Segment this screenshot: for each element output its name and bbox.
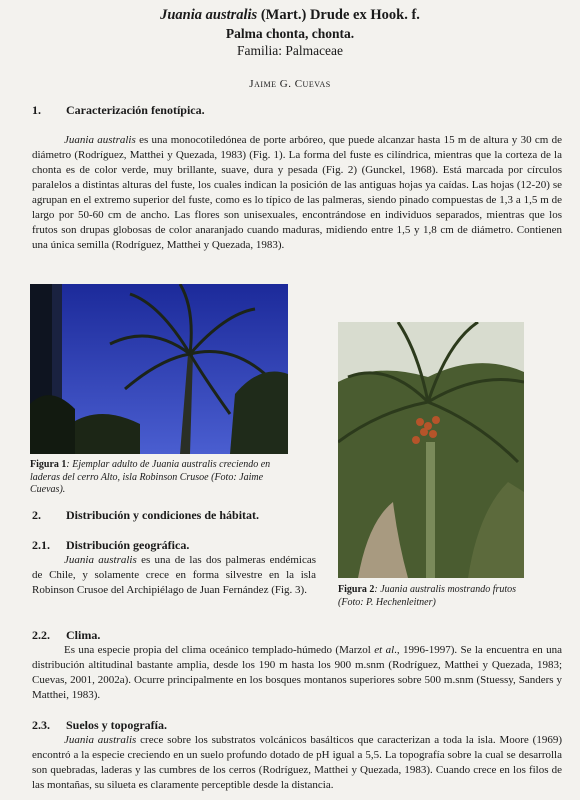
section-1-paragraph <box>32 133 562 253</box>
et-al: et al <box>374 644 395 656</box>
title-species: Juania australis <box>160 7 258 23</box>
author-name: Jaime G. Cuevas <box>249 78 331 90</box>
species-name-2-1: Juania australis <box>64 554 137 566</box>
section-2-title: Distribución y condiciones de hábitat. <box>66 508 260 522</box>
subsection-2-2-text-b: ., 1996-1997). Se la encuentra en una distribución altitudinal bastante amplia, desde los 190 m hasta los 900 m.snm (Rodríguez, Matthei y Quezada, 1983; Cuevas, 2001, 2002a). Ocurre principalmente en los bosques montanos superiores sobre 500 m.snm (Stuessy, Sanders y Matthei, 1983). <box>32 644 562 701</box>
species-name: Juania australis <box>64 134 136 146</box>
subsection-2-3-heading <box>32 718 167 733</box>
figure-2-caption <box>338 584 538 609</box>
author-line <box>0 78 580 90</box>
subsection-2-1-paragraph <box>32 553 316 598</box>
subsection-2-3-title: Suelos y topografía. <box>66 718 168 732</box>
title-block <box>0 6 580 59</box>
figure-2-label: Figura 2 <box>338 584 375 595</box>
section-2-heading <box>32 508 259 523</box>
section-1-number: 1. <box>32 103 41 117</box>
figure-1-caption <box>30 459 292 497</box>
palm-photo-illustration <box>30 284 288 454</box>
figure-2-photo <box>338 322 524 578</box>
section-2-number: 2. <box>32 508 41 522</box>
title-authors: (Mart.) Drude ex Hook. f. <box>257 7 420 23</box>
section-1-text: es una monocotiledónea de porte arbóreo, que puede alcanzar hasta 15 m de altura y 30 cm de diámetro (Rodríguez, Matthei y Quezada, 1983) (Fig. 1). La forma del fuste es cilíndrica, mientras que la corteza de la chonta es de color verde, muy brillante, suave, dura y pesada (Fig. 2) (Gunckel, 1968). Está marcada por círculos paralelos a distintas alturas del fuste, los cuales indican la posición de las antiguas hojas ya caídas. Las hojas (12-20) se agrupan en el extremo superior del fuste, como es lo típico de las palmeras, siendo pinado compuestas de 1,3 a 1,5 m de largo por 50-60 cm de ancho. Las flores son unisexuales, encontrándose en individuos separados, mientras que los frutos son drupas globosas de color anaranjado cuando maduras, midiendo entre 1,5 y 1,8 cm de diámetro. Contienen una única semilla (Rodríguez, Matthei y Quezada, 1983). <box>32 134 563 251</box>
subsection-2-3-number: 2.3. <box>32 718 50 732</box>
palm-fruits-illustration <box>338 322 524 578</box>
subsection-2-2-paragraph <box>32 643 562 703</box>
subsection-2-1-number: 2.1. <box>32 538 50 552</box>
figure-1-label: Figura 1 <box>30 459 67 470</box>
subsection-2-1-text: es una de las dos palmeras endémicas de Chile, y solamente crece en forma silvestre en la isla Robinson Crusoe del Archipiélago de Juan Fernández (Fig. 3). <box>32 554 316 596</box>
family-line: Familia: Palmaceae <box>236 43 344 58</box>
species-name-2-3: Juania australis <box>64 734 137 746</box>
section-1-title: Caracterización fenotípica. <box>66 103 205 117</box>
subsection-2-2-heading <box>32 628 100 643</box>
page-title <box>0 6 580 25</box>
figure-2-caption-text: : Juania australis mostrando frutos (Foto: P. Hechenleitner) <box>338 584 517 608</box>
figure-1-photo <box>30 284 288 454</box>
subsection-2-2-title: Clima. <box>66 628 101 642</box>
figure-1-caption-text: : Ejemplar adulto de Juania australis creciendo en laderas del cerro Alto, isla Robinson Crusoe (Foto: Jaime Cuevas). <box>30 459 271 495</box>
subsection-2-2-number: 2.2. <box>32 628 50 642</box>
subsection-2-2-text-a: Es una especie propia del clima oceánico templado-húmedo (Marzol <box>64 644 375 656</box>
subsection-2-3-text: crece sobre los substratos volcánicos basálticos que caracterizan a toda la isla. Moore (1969) encontró a la especie creciendo en un suelo profundo dotado de pH igual a 5,5. La topografía sobre la cual se desarrolla son quebradas, laderas y las cumbres de los cerros (Rodríguez, Matthei y Quezada, 1983). Cuando crece en los filos de las montañas, su silueta es claramente perceptible desde la distancia. <box>32 734 562 791</box>
common-names: Palma chonta, chonta. <box>225 26 355 41</box>
section-1-heading <box>32 103 205 118</box>
subsection-2-3-paragraph <box>32 733 562 793</box>
subsection-2-1-heading <box>32 538 189 553</box>
subsection-2-1-title: Distribución geográfica. <box>66 538 190 552</box>
